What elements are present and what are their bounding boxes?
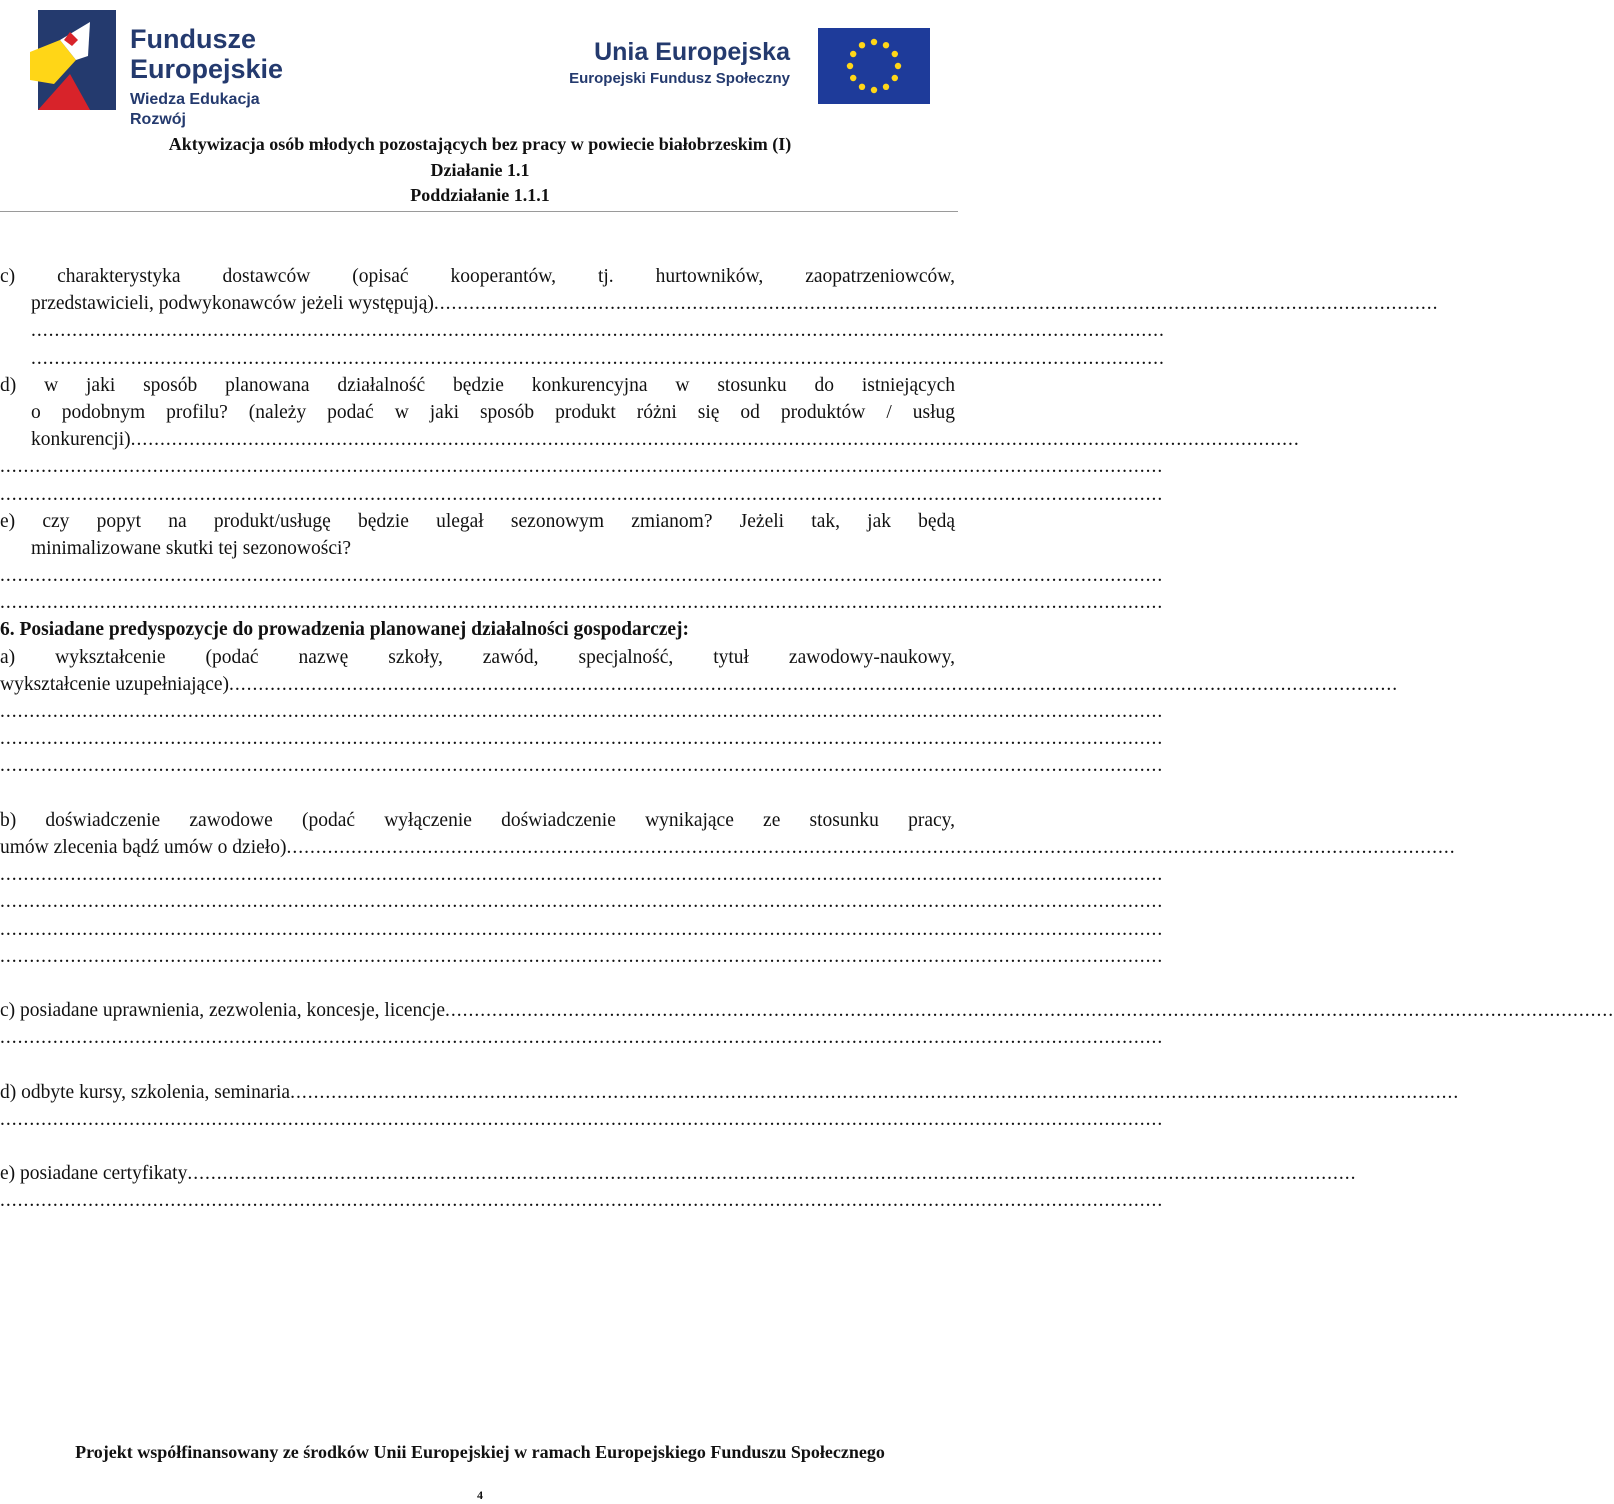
fe-logo-line3: Wiedza Edukacja Rozwój xyxy=(130,91,260,128)
question-6a-education-line1: a) wykształcenie (podać nazwę szkoły, zawód, specjalność, tytuł zawodowy-naukowy, xyxy=(0,646,955,668)
fe-flag-mark-icon xyxy=(30,10,116,110)
unia-europejska-logo xyxy=(555,24,930,108)
answer-field[interactable]: ........................................................................................................................................................................... xyxy=(433,293,1439,315)
measure-label: Działanie 1.1 xyxy=(430,159,530,180)
question-d-competition-line2: o podobnym profilu? (należy podać w jaki sposób produkt różni się od produktów / usług xyxy=(31,401,955,423)
question-c-suppliers-line2: przedstawicieli, podwykonawców jeżeli występują) ........................................................................................................................................................................... xyxy=(0,290,955,317)
answer-line[interactable]: ...................................................................................................................................................................................................... xyxy=(0,1190,1164,1212)
answer-line[interactable]: ...................................................................................................................................................................................................... xyxy=(0,755,1164,777)
question-c-suppliers-line1: c) charakterystyka dostawców (opisać kooperantów, tj. hurtowników, zaopatrzeniowców, xyxy=(0,266,955,287)
answer-line[interactable]: ...................................................................................................................................................................................................... xyxy=(0,1108,1164,1130)
answer-field[interactable]: ....................................................................................................................................................................................................... xyxy=(445,1000,1614,1022)
fundusze-europejskie-logo xyxy=(30,10,320,128)
answer-line[interactable]: ................................................................................................................................................................................................. xyxy=(31,320,1165,342)
answer-line[interactable]: ...................................................................................................................................................................................................... xyxy=(0,456,1164,478)
answer-field[interactable]: ....................................................................................................................................................................................................... xyxy=(229,673,1399,695)
question-d-competition-line1: d) w jaki sposób planowana działalność będzie konkurencyjna w stosunku do istniejących xyxy=(0,374,955,396)
question-6e-certificates: e) posiadane certyfikaty ....................................................................................................................................................................................................... xyxy=(0,1160,955,1187)
header-divider xyxy=(0,211,958,212)
fe-logo-line2: Europejskie xyxy=(130,54,284,84)
project-title: Aktywizacja osób młodych pozostających bez pracy w powiecie białobrzeskim (I) xyxy=(168,134,792,154)
answer-field[interactable]: ....................................................................................................................................................................................................... xyxy=(187,1163,1357,1185)
eu-flag-icon xyxy=(818,28,930,104)
answer-line[interactable]: ...................................................................................................................................................................................................... xyxy=(0,945,1164,967)
answer-line[interactable]: ...................................................................................................................................................................................................... xyxy=(0,891,1164,913)
question-6a-education-line2: wykształcenie uzupełniające) ....................................................................................................................................................................................................... xyxy=(0,671,955,698)
page-number: 4 xyxy=(477,1488,483,1502)
answer-line[interactable]: ...................................................................................................................................................................................................... xyxy=(0,728,1164,750)
answer-field[interactable]: ....................................................................................................................................................................................................... xyxy=(290,1081,1460,1103)
fe-logo-line1: Fundusze xyxy=(130,24,256,54)
answer-line[interactable]: ...................................................................................................................................................................................................... xyxy=(0,592,1164,614)
answer-field[interactable]: ....................................................................................................................................................................................................... xyxy=(286,836,1456,858)
question-6b-experience-line2: umów zlecenia bądź umów o dzieło) ....................................................................................................................................................................................................... xyxy=(0,834,955,861)
question-e-seasonality-line2: minimalizowane skutki tej sezonowości? xyxy=(31,537,352,559)
answer-line[interactable]: ...................................................................................................................................................................................................... xyxy=(0,1027,1164,1049)
footer-cofinancing-note: Projekt współfinansowany ze środków Unii Europejskiej w ramach Europejskiego Funduszu Społecznego xyxy=(75,1442,885,1462)
answer-field[interactable]: ....................................................................................................................................................................................................... xyxy=(130,429,1300,451)
answer-line[interactable]: ...................................................................................................................................................................................................... xyxy=(0,565,1164,587)
question-6d-courses: d) odbyte kursy, szkolenia, seminaria ....................................................................................................................................................................................................... xyxy=(0,1079,955,1106)
answer-line[interactable]: ...................................................................................................................................................................................................... xyxy=(0,864,1164,886)
question-e-seasonality-line1: e) czy popyt na produkt/usługę będzie ulegał sezonowym zmianom? Jeżeli tak, jak będą xyxy=(0,510,955,532)
answer-line[interactable]: ...................................................................................................................................................................................................... xyxy=(0,483,1164,505)
ue-logo-line2: Europejski Fundusz Społeczny xyxy=(569,70,790,87)
question-6c-licences: c) posiadane uprawnienia, zezwolenia, koncesje, licencje ....................................................................................................................................................................................................... xyxy=(0,997,955,1024)
submeasure-label: Poddziałanie 1.1.1 xyxy=(410,185,550,205)
question-d-competition-line3: konkurencji) ....................................................................................................................................................................................................... xyxy=(0,426,955,453)
ue-logo-line1: Unia Europejska xyxy=(594,38,790,66)
answer-line[interactable]: ................................................................................................................................................................................................. xyxy=(31,347,1165,369)
form-content xyxy=(0,263,1614,1215)
section-6-heading: 6. Posiadane predyspozycje do prowadzenia planowanej działalności gospodarczej: xyxy=(0,619,690,641)
question-6b-experience-line1: b) doświadczenie zawodowe (podać wyłączenie doświadczenie wynikające ze stosunku pracy, xyxy=(0,809,955,831)
answer-line[interactable]: ...................................................................................................................................................................................................... xyxy=(0,918,1164,940)
answer-line[interactable]: ...................................................................................................................................................................................................... xyxy=(0,701,1164,722)
project-header xyxy=(0,132,960,209)
